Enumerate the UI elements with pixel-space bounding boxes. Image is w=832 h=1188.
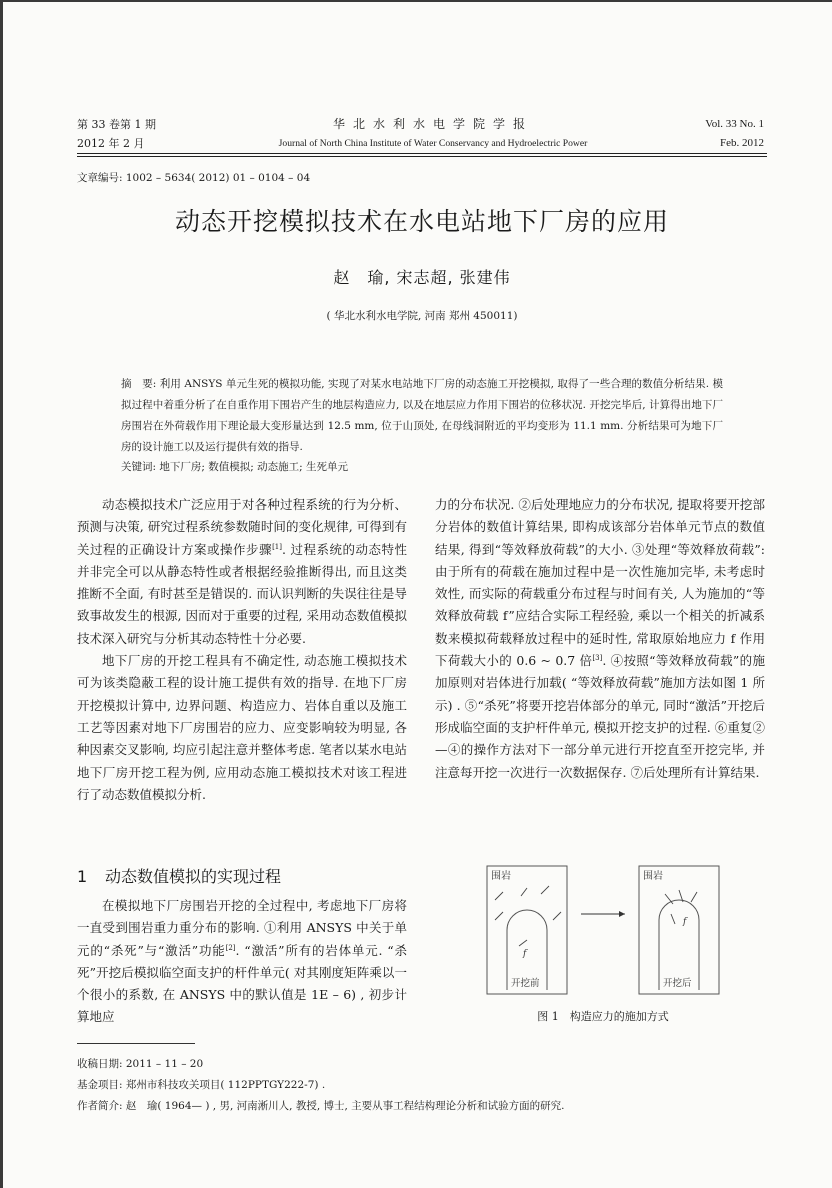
footnotes: [77, 1054, 767, 1117]
header-volume-info: [77, 115, 207, 153]
header-journal-name: [203, 115, 663, 153]
footnote-author-bio: 作者简介: 赵 瑜( 1964— ) , 男, 河南淅川人, 教授, 博士, 主要从事工程结构理论分析和试验方面的研究.: [77, 1100, 565, 1112]
paragraph-process-cont-text-a: 力的分布状况. ②后处理地应力的分布状况, 提取将要开挖部分岩体的数值计算结果, 即构成该部分岩体单元节点的数值结果, 得到“等效释放荷载”的大小. ③处理“等效释放荷载”: 由于所有的荷载在施加过程中是一次性施加完毕, 未考虑时效性, 而实际的荷载重分布过程与时间有关, 人为施加的“等效释放荷载 f”应结合实际工程经验, 乘以一个相关的折减系数来模拟荷载释放过程中的延时性, 常取原始地应力 f 作用下荷载大小的 0.6 ~ 0.7 倍: [435, 497, 765, 669]
keywords: [121, 458, 723, 476]
paragraph-process-text-a: 在模拟地下厂房围岩开挖的全过程中, 考虑地下厂房将一直受到围岩重力重分布的影响. ①利用 ANSYS 中关于单元的“杀死”与“激活”功能: [77, 898, 407, 958]
right-force-label: f: [683, 917, 687, 927]
paper-title: 动态开挖模拟技术在水电站地下厂房的应用: [174, 207, 669, 236]
paragraph-process-text-b: . “激活”所有的岩体单元. “杀死”开挖后模拟临空面支护的杆件单元( 对其刚度矩阵乘以一个很小的系数, 在 ANSYS 中的默认值是 1E – 6) , 初步计算地应: [77, 942, 407, 1025]
header-rule-bottom: [77, 156, 767, 157]
figure-caption-text: 构造应力的施加方式: [569, 1010, 669, 1023]
footnote-received-date: 收稿日期: 2011 – 11 – 20: [77, 1058, 204, 1070]
abstract-label: 摘 要:: [121, 378, 157, 390]
section-title: 动态数值模拟的实现过程: [105, 867, 282, 886]
header-vol-no: Vol. 33 No. 1: [705, 118, 764, 130]
section-heading-1: [77, 864, 281, 887]
force-arrow: [521, 888, 527, 896]
citation-ref-2: [2]: [225, 943, 236, 952]
header-date: 2012 年 2 月: [77, 137, 145, 150]
journal-name-cn: 华北水利水电学院学报: [332, 117, 533, 131]
left-force-label: f: [523, 949, 527, 959]
header-volume-en: [644, 115, 764, 153]
keywords-label: 关键词:: [121, 461, 157, 473]
header-month-year: Feb. 2012: [720, 137, 764, 149]
right-cavern-outline: [659, 900, 699, 990]
body-column-left: [77, 494, 407, 806]
left-rock-label: 围岩: [491, 871, 511, 882]
right-after-label: 开挖后: [663, 978, 692, 989]
paragraph-intro: [77, 494, 407, 650]
paragraph-intro-text-a: 动态模拟技术广泛应用于对各种过程系统的行为分析、预测与决策, 研究过程系统参数随时间的变化规律, 可得到有关过程的正确设计方案或操作步骤: [77, 497, 407, 557]
paragraph-background: 地下厂房的开挖工程具有不确定性, 动态施工模拟技术可为该类隐蔽工程的设计施工提供有效的指导. 在地下厂房开挖模拟计算中, 边界问题、构造应力、岩体自重以及施工工艺等因素对地下厂房围岩的应力、应变影响较为明显, 各种因素交叉影响, 均应引起注意并整体考虑. 笔者以某水电站地下厂房开挖工程为例, 应用动态施工模拟技术对该工程进行了动态数值模拟分析.: [77, 653, 407, 802]
left-before-label: 开挖前: [511, 978, 540, 989]
force-arrow: [553, 912, 561, 920]
right-force-arrows: [665, 890, 697, 924]
citation-ref-3: [3]: [592, 653, 603, 662]
paragraph-process: [77, 895, 407, 1029]
left-rock-boundary: [487, 866, 567, 994]
abstract: [121, 374, 723, 458]
footnote-fund: 基金项目: 郑州市科技攻关项目( 112PPTGY222-7) .: [77, 1079, 326, 1091]
journal-name-en: Journal of North China Institute of Water Conservancy and Hydroelectric Power: [278, 138, 588, 149]
paragraph-process-continued: [435, 494, 765, 784]
force-arrow: [541, 886, 549, 894]
force-arrow: [691, 892, 697, 902]
figure-caption-number: 图 1: [537, 1010, 559, 1023]
paper-authors: 赵 瑜, 宋志超, 张建伟: [333, 268, 511, 287]
body-column-right: [435, 494, 765, 784]
header-rule-top: [77, 153, 767, 154]
right-rock-label: 围岩: [643, 871, 663, 882]
header-volume-issue: 第 33 卷第 1 期: [77, 118, 156, 131]
figure-1-caption: [483, 1008, 723, 1024]
figure-1-diagram: [483, 862, 723, 1000]
force-arrow: [519, 940, 527, 946]
force-arrow: [671, 914, 675, 924]
keywords-text: 地下厂房; 数值模拟; 动态施工; 生死单元: [156, 461, 349, 473]
paragraph-process-cont-text-b: . ④按照“等效释放荷载”的施加原则对岩体进行加载( “等效释放荷载”施加方法如图 1 所示) . ⑤“杀死”将要开挖岩体部分的单元, 同时“激活”开挖后形成临空面的支护杆件单元, 模拟开挖支护的过程. ⑥重复②—④的操作方法对下一部分单元进行开挖直至开挖完毕, 并注意每开挖一次进行一次数据保存. ⑦后处理所有计算结果.: [435, 653, 765, 780]
left-force-arrows: [495, 886, 561, 946]
paragraph-intro-text-b: . 过程系统的动态特性并非完全可以从静态特性或者根据经验推断得出, 而且这类推断不全面, 有时甚至是错误的. 而认识判断的失误往往是导致事故发生的根源, 因而对于重要的过程, 采用动态数值模拟技术深入研究与分析其动态特性十分必要.: [77, 541, 407, 646]
footnote-divider: [77, 1043, 195, 1044]
article-number: 文章编号: 1002 – 5634( 2012) 01 – 0104 – 04: [77, 172, 311, 184]
citation-ref-1: [1]: [272, 542, 282, 551]
right-rock-boundary: [639, 866, 719, 994]
section-number: 1: [77, 867, 88, 886]
force-arrow: [495, 912, 503, 920]
author-affiliation: ( 华北水利水电学院, 河南 郑州 450011): [326, 310, 518, 322]
force-arrow: [495, 892, 503, 900]
transition-arrow-head: [619, 911, 625, 917]
abstract-text: 利用 ANSYS 单元生死的模拟功能, 实现了对某水电站地下厂房的动态施工开挖模拟, 取得了一些合理的数值分析结果. 模拟过程中着重分析了在自重作用下围岩产生的地层构造应力, 以及在地层应力作用下围岩的位移状况. 开挖完毕后, 计算得出地下厂房围岩在外荷载作用下理论最大变形量达到 12.5 mm, 位于山顶处, 在母线洞附近的平均变形为 11.1 mm. 分析结果可为地下厂房的设计施工以及运行提供有效的指导.: [121, 378, 723, 453]
body-column-left-section: [77, 895, 407, 1029]
